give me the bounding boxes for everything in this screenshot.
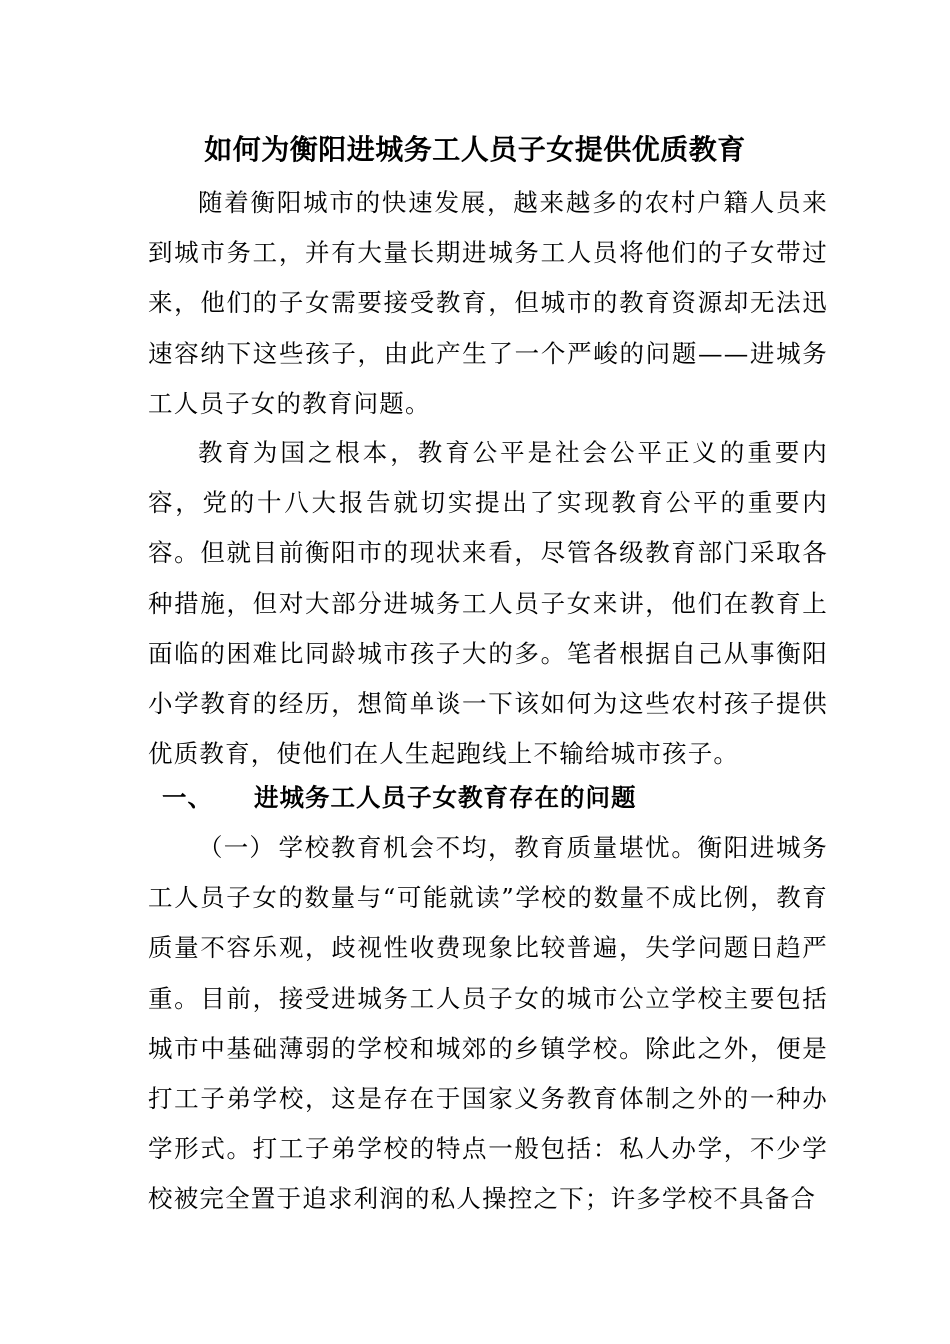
paragraph-intro — [148, 178, 828, 429]
paragraph-education-fairness — [148, 428, 828, 779]
section-heading — [162, 776, 637, 820]
paragraph-text — [148, 823, 828, 1225]
paragraph-text: 教育为国之根本，教育公平是社会公平正义的重要内容，党的十八大报告就切实提出了实现教育公平的重要内容。但就目前衡阳市的现状来看，尽管各级教育部门采取各种措施，但对大部分进城务工人员子女来讲，他们在教育上面临的困难比同龄城市孩子大的多。笔者根据自己从事衡阳小学教育的经历，想简单谈一下该如何为这些农村孩子提供优质教育，使他们在人生起跑线上不输给城市孩子。 — [148, 438, 828, 769]
subsection-text: 学校教育机会不均，教育质量堪忧。衡阳进城务工人员子女的数量与“可能就读”学校的数量不成比例，教育质量不容乐观，歧视性收费现象比较普遍，失学问题日趋严重。目前，接受进城务工人员子女的城市公立学校主要包括城市中基础薄弱的学校和城郊的乡镇学校。除此之外，便是打工子弟学校，这是存在于国家义务教育体制之外的一种办学形式。打工子弟学校的特点一般包括：私人办学，不少学校被完全置于追求利润的私人操控之下；许多学校不具备合 — [148, 833, 828, 1214]
subsection-label: （一） — [198, 833, 276, 862]
subsection-paragraph — [148, 823, 828, 1225]
paragraph-text: 随着衡阳城市的快速发展，越来越多的农村户籍人员来到城市务工，并有大量长期进城务工人员将他们的子女带过来，他们的子女需要接受教育，但城市的教育资源却无法迅速容纳下这些孩子，由此产生了一个严峻的问题——进城务工人员子女的教育问题。 — [148, 188, 828, 418]
section-title: 进城务工人员子女教育存在的问题 — [254, 783, 637, 812]
document-title: 如何为衡阳进城务工人员子女提供优质教育 — [204, 133, 746, 166]
section-number: 一、 — [162, 783, 213, 812]
